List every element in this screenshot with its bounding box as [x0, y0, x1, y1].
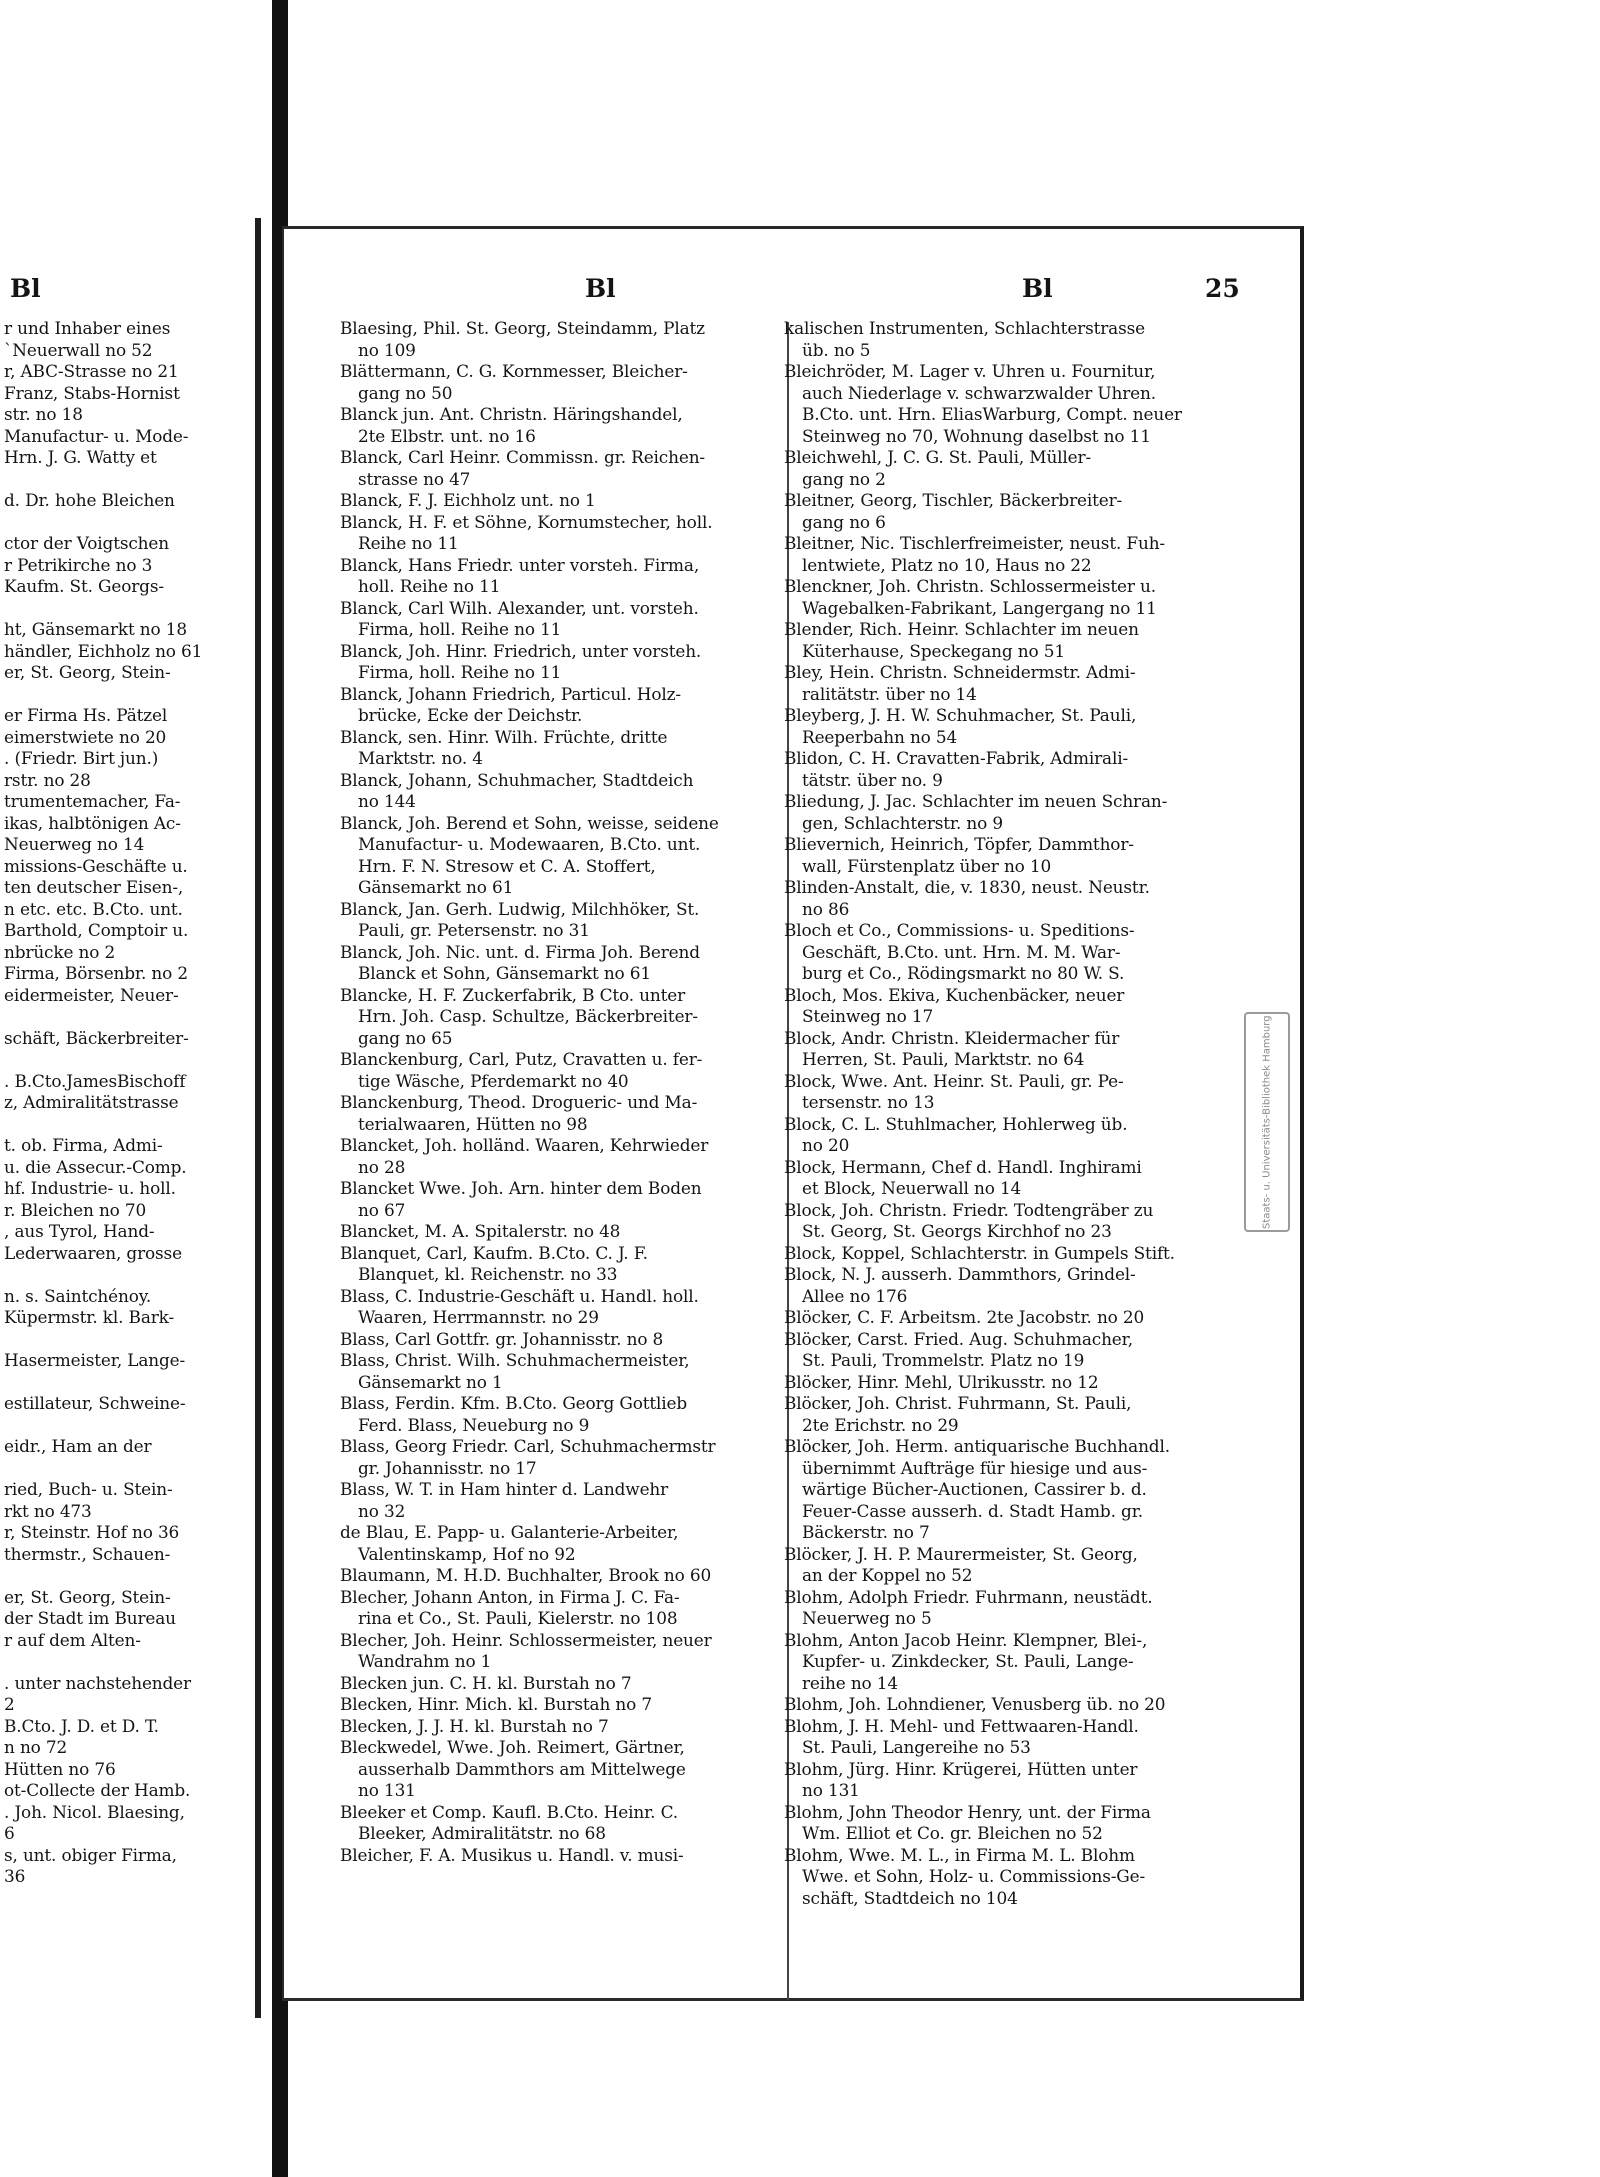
- directory-entry-line: Blancke, H. F. Zuckerfabrik, B Cto. unter: [340, 984, 686, 1005]
- directory-entry-line: no 20: [802, 1135, 850, 1155]
- left-page-header: Bl: [10, 274, 41, 303]
- directory-entry-line: Firma, holl. Reihe no 11: [358, 619, 562, 639]
- directory-entry-line: Blohm, Jürg. Hinr. Krügerei, Hütten unter: [784, 1758, 1138, 1779]
- directory-entry-line: St. Pauli, Langereihe no 53: [802, 1737, 1031, 1757]
- directory-entry-line: Blöcker, Joh. Herm. antiquarische Buchhandl.: [784, 1436, 1170, 1456]
- directory-entry-line: Hütten no 76: [4, 1758, 116, 1779]
- directory-entry-line: 36: [4, 1866, 26, 1886]
- directory-entry-line: ten deutscher Eisen-,: [4, 877, 184, 897]
- directory-entry-line: üb. no 5: [802, 339, 871, 360]
- directory-entry-line: Blohm, Adolph Friedr. Fuhrmann, neustädt.: [784, 1586, 1153, 1607]
- directory-entry-line: Blöcker, C. F. Arbeitsm. 2te Jacobstr. no 20: [784, 1307, 1145, 1327]
- directory-entry-line: [4, 1651, 254, 1673]
- directory-entry-line: Gänsemarkt no 1: [358, 1371, 503, 1392]
- directory-entry-line: rstr. no 28: [4, 769, 91, 790]
- directory-entry-line: eidr., Ham an der: [4, 1436, 152, 1456]
- directory-entry-line: r Petrikirche no 3: [4, 554, 153, 575]
- directory-entry-line: Hrn. F. N. Stresow et C. A. Stoffert,: [358, 855, 656, 876]
- directory-entry-line: Block, Hermann, Chef d. Handl. Inghirami: [784, 1156, 1142, 1177]
- directory-entry-line: Wandrahm no 1: [358, 1651, 492, 1671]
- directory-entry-line: wärtige Bücher-Auctionen, Cassirer b. d.: [802, 1479, 1147, 1499]
- directory-entry-line: , aus Tyrol, Hand-: [4, 1221, 155, 1241]
- directory-entry-line: Blohm, Wwe. M. L., in Firma M. L. Blohm: [784, 1844, 1135, 1865]
- directory-entry-line: no 67: [358, 1199, 406, 1220]
- directory-entry-line: Blanck, sen. Hinr. Wilh. Früchte, dritte: [340, 726, 668, 747]
- directory-entry-line: t. ob. Firma, Admi-: [4, 1135, 163, 1155]
- directory-entry-line: Ferd. Blass, Neueburg no 9: [358, 1414, 590, 1435]
- directory-entry-line: [4, 1049, 254, 1071]
- left-page-edge: [255, 218, 261, 2018]
- directory-entry-line: rina et Co., St. Pauli, Kielerstr. no 108: [358, 1608, 678, 1628]
- directory-entry-line: ht, Gänsemarkt no 18: [4, 619, 187, 639]
- directory-entry-line: Geschäft, B.Cto. unt. Hrn. M. M. War-: [802, 941, 1121, 962]
- directory-entry-line: `Neuerwall no 52: [4, 339, 153, 360]
- directory-entry-line: Küterhause, Speckegang no 51: [802, 640, 1065, 661]
- directory-entry-line: ried, Buch- u. Stein-: [4, 1479, 173, 1499]
- directory-entry-line: kalischen Instrumenten, Schlachterstrasse: [784, 318, 1145, 338]
- directory-entry-line: reihe no 14: [802, 1672, 898, 1693]
- directory-entry-line: no 109: [358, 339, 416, 360]
- directory-entry-line: Block, N. J. ausserh. Dammthors, Grindel-: [784, 1264, 1136, 1284]
- library-stamp-text: Staats- u. Universitäts-Bibliothek Hamburg: [1261, 1015, 1273, 1229]
- directory-entry-line: Blohm, John Theodor Henry, unt. der Firma: [784, 1801, 1151, 1822]
- directory-entry-line: s, unt. obiger Firma,: [4, 1844, 177, 1865]
- directory-entry-line: thermstr., Schauen-: [4, 1543, 171, 1564]
- directory-entry-line: holl. Reihe no 11: [358, 576, 501, 596]
- directory-entry-line: Blievernich, Heinrich, Töpfer, Dammthor-: [784, 834, 1134, 854]
- directory-entry-line: r, ABC-Strasse no 21: [4, 361, 179, 381]
- directory-entry-line: Blanck jun. Ant. Christn. Häringshandel,: [340, 404, 683, 424]
- directory-entry-line: [4, 1372, 254, 1394]
- page-number: 25: [1205, 274, 1240, 303]
- directory-entry-line: ausserhalb Dammthors am Mittelwege: [358, 1758, 686, 1779]
- directory-entry-line: brücke, Ecke der Deichstr.: [358, 705, 583, 725]
- directory-entry-line: Blanck, F. J. Eichholz unt. no 1: [340, 490, 596, 510]
- directory-entry-line: Blanck, Johann, Schuhmacher, Stadtdeich: [340, 769, 694, 790]
- directory-entry-line: ot-Collecte der Hamb.: [4, 1780, 191, 1800]
- directory-entry-line: . B.Cto.JamesBischoff: [4, 1070, 186, 1091]
- directory-entry-line: Blecher, Joh. Heinr. Schlossermeister, neuer: [340, 1629, 712, 1650]
- left-page-column: [4, 318, 254, 1888]
- directory-entry-line: Allee no 176: [802, 1285, 908, 1306]
- directory-entry-line: Neuerweg no 5: [802, 1608, 932, 1628]
- directory-entry-line: Blanckenburg, Theod. Drogueric- und Ma-: [340, 1092, 698, 1112]
- directory-entry-line: [4, 1565, 254, 1587]
- directory-entry-line: Steinweg no 70, Wohnung daselbst no 11: [802, 425, 1151, 446]
- directory-entry-line: Waaren, Herrmannstr. no 29: [358, 1307, 599, 1327]
- directory-entry-line: er, St. Georg, Stein-: [4, 1586, 171, 1607]
- right-column: [784, 318, 1224, 1909]
- directory-entry-line: Blöcker, J. H. P. Maurermeister, St. Georg,: [784, 1543, 1138, 1564]
- directory-entry-line: Feuer-Casse ausserh. d. Stadt Hamb. gr.: [802, 1500, 1143, 1521]
- directory-entry-line: eimerstwiete no 20: [4, 726, 167, 747]
- directory-entry-line: er Firma Hs. Pätzel: [4, 705, 168, 725]
- directory-entry-line: . unter nachstehender: [4, 1672, 191, 1693]
- middle-column: [340, 318, 775, 1866]
- directory-entry-line: Blanquet, Carl, Kaufm. B.Cto. C. J. F.: [340, 1242, 648, 1263]
- directory-entry-line: Blohm, Joh. Lohndiener, Venusberg üb. no 20: [784, 1694, 1166, 1714]
- directory-entry-line: auch Niederlage v. schwarzwalder Uhren.: [802, 382, 1156, 403]
- directory-entry-line: Blanck, Joh. Hinr. Friedrich, unter vorsteh.: [340, 640, 702, 661]
- directory-entry-line: Firma, holl. Reihe no 11: [358, 662, 562, 682]
- directory-entry-line: . (Friedr. Birt jun.): [4, 748, 159, 768]
- directory-entry-line: gang no 2: [802, 468, 886, 489]
- directory-entry-line: der Stadt im Bureau: [4, 1608, 176, 1628]
- directory-entry-line: missions-Geschäfte u.: [4, 855, 188, 876]
- directory-entry-line: Blanck, Johann Friedrich, Particul. Holz-: [340, 683, 681, 704]
- directory-entry-line: ralitätstr. über no 14: [802, 683, 977, 704]
- directory-entry-line: gang no 65: [358, 1027, 453, 1048]
- directory-entry-line: Blohm, Anton Jacob Heinr. Klempner, Blei-,: [784, 1629, 1148, 1650]
- directory-entry-line: Lederwaaren, grosse: [4, 1242, 182, 1263]
- directory-entry-line: tätstr. über no. 9: [802, 769, 943, 790]
- directory-entry-line: Block, Andr. Christn. Kleidermacher für: [784, 1027, 1120, 1048]
- directory-entry-line: rkt no 473: [4, 1500, 92, 1521]
- directory-entry-line: no 32: [358, 1500, 406, 1521]
- directory-entry-line: tersenstr. no 13: [802, 1092, 935, 1112]
- directory-entry-line: er, St. Georg, Stein-: [4, 662, 171, 682]
- library-stamp: [1244, 1012, 1290, 1232]
- directory-entry-line: nbrücke no 2: [4, 941, 116, 962]
- directory-entry-line: lentwiete, Platz no 10, Haus no 22: [802, 554, 1092, 575]
- directory-entry-line: no 86: [802, 898, 850, 919]
- directory-entry-line: Blaumann, M. H.D. Buchhalter, Brook no 60: [340, 1565, 712, 1585]
- directory-entry-line: Blass, C. Industrie-Geschäft u. Handl. holl.: [340, 1285, 699, 1306]
- directory-entry-line: Gänsemarkt no 61: [358, 877, 514, 897]
- directory-entry-line: Bleitner, Georg, Tischler, Bäckerbreiter-: [784, 490, 1123, 510]
- directory-entry-line: Bleeker, Admiralitätstr. no 68: [358, 1823, 606, 1843]
- directory-entry-line: Bleckwedel, Wwe. Joh. Reimert, Gärtner,: [340, 1737, 685, 1757]
- directory-entry-line: no 28: [358, 1156, 406, 1177]
- directory-entry-line: n no 72: [4, 1737, 68, 1757]
- directory-entry-line: Blöcker, Joh. Christ. Fuhrmann, St. Pauli,: [784, 1393, 1132, 1413]
- directory-entry-line: ctor der Voigtschen: [4, 533, 169, 553]
- directory-entry-line: Kaufm. St. Georgs-: [4, 576, 164, 596]
- directory-entry-line: eidermeister, Neuer-: [4, 984, 179, 1005]
- column-header-center: Bl: [585, 274, 616, 303]
- directory-entry-line: Blaesing, Phil. St. Georg, Steindamm, Platz: [340, 318, 705, 338]
- directory-entry-line: r und Inhaber eines: [4, 318, 171, 338]
- directory-entry-line: Bleyberg, J. H. W. Schuhmacher, St. Pauli,: [784, 705, 1137, 725]
- directory-entry-line: Bliedung, J. Jac. Schlachter im neuen Schran-: [784, 791, 1168, 811]
- directory-entry-line: Reihe no 11: [358, 533, 459, 553]
- directory-entry-line: Blancket Wwe. Joh. Arn. hinter dem Boden: [340, 1178, 702, 1198]
- directory-entry-line: [4, 1415, 254, 1437]
- directory-entry-line: B.Cto. unt. Hrn. EliasWarburg, Compt. neuer: [802, 404, 1182, 424]
- directory-entry-line: Blecher, Johann Anton, in Firma J. C. Fa-: [340, 1586, 680, 1607]
- directory-entry-line: Herren, St. Pauli, Marktstr. no 64: [802, 1049, 1085, 1069]
- directory-entry-line: Pauli, gr. Petersenstr. no 31: [358, 920, 590, 940]
- directory-entry-line: Bloch et Co., Commissions- u. Speditions-: [784, 920, 1135, 940]
- directory-entry-line: Firma, Börsenbr. no 2: [4, 963, 188, 983]
- directory-entry-line: Blanquet, kl. Reichenstr. no 33: [358, 1264, 618, 1284]
- directory-entry-line: Valentinskamp, Hof no 92: [358, 1543, 576, 1564]
- directory-entry-line: r. Bleichen no 70: [4, 1199, 147, 1220]
- directory-entry-line: Blöcker, Hinr. Mehl, Ulrikusstr. no 12: [784, 1371, 1099, 1392]
- directory-entry-line: Blanck, Joh. Berend et Sohn, weisse, seidene: [340, 812, 719, 833]
- directory-entry-line: Franz, Stabs-Hornist: [4, 382, 180, 403]
- directory-entry-line: 2te Erichstr. no 29: [802, 1414, 959, 1435]
- directory-entry-line: Blanck, Hans Friedr. unter vorsteh. Firma,: [340, 554, 700, 575]
- directory-entry-line: Hrn. J. G. Watty et: [4, 447, 157, 467]
- directory-entry-line: Reeperbahn no 54: [802, 726, 958, 747]
- directory-entry-line: Steinweg no 17: [802, 1006, 934, 1026]
- directory-entry-line: gr. Johannisstr. no 17: [358, 1457, 537, 1478]
- directory-entry-line: terialwaaren, Hütten no 98: [358, 1113, 588, 1134]
- directory-entry-line: Block, Koppel, Schlachterstr. in Gumpels Stift.: [784, 1242, 1175, 1263]
- directory-entry-line: Blanckenburg, Carl, Putz, Cravatten u. fer-: [340, 1049, 703, 1069]
- directory-entry-line: Block, C. L. Stuhlmacher, Hohlerweg üb.: [784, 1113, 1128, 1134]
- directory-entry-line: St. Georg, St. Georgs Kirchhof no 23: [802, 1221, 1112, 1241]
- directory-entry-line: Küpermstr. kl. Bark-: [4, 1307, 175, 1327]
- directory-entry-line: 2te Elbstr. unt. no 16: [358, 425, 536, 446]
- directory-entry-line: u. die Assecur.-Comp.: [4, 1156, 187, 1177]
- directory-entry-line: Wagebalken-Fabrikant, Langergang no 11: [802, 597, 1157, 618]
- directory-entry-line: Blass, Carl Gottfr. gr. Johannisstr. no 8: [340, 1328, 664, 1349]
- directory-entry-line: schäft, Stadtdeich no 104: [802, 1887, 1018, 1908]
- directory-entry-line: an der Koppel no 52: [802, 1565, 973, 1585]
- directory-entry-line: 2: [4, 1694, 15, 1714]
- directory-entry-line: de Blau, E. Papp- u. Galanterie-Arbeiter,: [340, 1522, 679, 1542]
- directory-entry-line: Blidon, C. H. Cravatten-Fabrik, Admirali-: [784, 748, 1129, 768]
- directory-entry-line: Bloch, Mos. Ekiva, Kuchenbäcker, neuer: [784, 984, 1125, 1005]
- directory-entry-line: Blöcker, Carst. Fried. Aug. Schuhmacher,: [784, 1328, 1133, 1349]
- directory-entry-line: Hasermeister, Lange-: [4, 1350, 186, 1370]
- directory-entry-line: Blancket, M. A. Spitalerstr. no 48: [340, 1221, 621, 1241]
- directory-entry-line: no 131: [802, 1780, 860, 1800]
- directory-entry-line: Blecken, Hinr. Mich. kl. Burstah no 7: [340, 1694, 652, 1714]
- directory-entry-line: ikas, halbtönigen Ac-: [4, 812, 181, 833]
- directory-entry-line: Bleichwehl, J. C. G. St. Pauli, Müller-: [784, 447, 1092, 467]
- directory-entry-line: r auf dem Alten-: [4, 1629, 141, 1650]
- directory-entry-line: Kupfer- u. Zinkdecker, St. Pauli, Lange-: [802, 1651, 1134, 1671]
- directory-entry-line: Blecken, J. J. H. kl. Burstah no 7: [340, 1715, 609, 1736]
- directory-entry-line: Blass, Georg Friedr. Carl, Schuhmachermstr: [340, 1436, 716, 1456]
- directory-entry-line: Hrn. Joh. Casp. Schultze, Bäckerbreiter-: [358, 1006, 698, 1026]
- directory-entry-line: Blass, Christ. Wilh. Schuhmachermeister,: [340, 1350, 690, 1370]
- directory-entry-line: Wwe. et Sohn, Holz- u. Commissions-Ge-: [802, 1866, 1146, 1886]
- directory-entry-line: gang no 6: [802, 511, 886, 532]
- directory-entry-line: Bleitner, Nic. Tischlerfreimeister, neust. Fuh-: [784, 533, 1165, 553]
- directory-entry-line: [4, 1458, 254, 1480]
- directory-entry-line: Manufactur- u. Modewaaren, B.Cto. unt.: [358, 834, 701, 854]
- directory-entry-line: [4, 1264, 254, 1286]
- directory-entry-line: Blanck, Carl Wilh. Alexander, unt. vorsteh.: [340, 597, 699, 618]
- directory-entry-line: Blättermann, C. G. Kornmesser, Bleicher-: [340, 361, 688, 381]
- directory-entry-line: Blass, Ferdin. Kfm. B.Cto. Georg Gottlieb: [340, 1393, 687, 1413]
- directory-entry-line: Blecken jun. C. H. kl. Burstah no 7: [340, 1672, 632, 1693]
- directory-entry-line: Blinden-Anstalt, die, v. 1830, neust. Neustr.: [784, 877, 1150, 897]
- directory-entry-line: wall, Fürstenplatz über no 10: [802, 855, 1052, 876]
- directory-entry-line: übernimmt Aufträge für hiesige und aus-: [802, 1457, 1148, 1478]
- directory-entry-line: tige Wäsche, Pferdemarkt no 40: [358, 1070, 629, 1091]
- directory-entry-line: händler, Eichholz no 61: [4, 640, 203, 661]
- directory-entry-line: Blanck, Carl Heinr. Commissn. gr. Reichen-: [340, 447, 705, 467]
- directory-entry-line: d. Dr. hohe Bleichen: [4, 490, 175, 510]
- directory-entry-line: z, Admiralitätstrasse: [4, 1092, 179, 1112]
- directory-entry-line: Bley, Hein. Christn. Schneidermstr. Admi-: [784, 662, 1136, 682]
- directory-entry-line: Blass, W. T. in Ham hinter d. Landwehr: [340, 1479, 669, 1499]
- directory-entry-line: Bäckerstr. no 7: [802, 1522, 930, 1542]
- directory-entry-line: Block, Joh. Christn. Friedr. Todtengräber zu: [784, 1199, 1154, 1220]
- directory-entry-line: Blender, Rich. Heinr. Schlachter im neuen: [784, 619, 1139, 639]
- directory-entry-line: [4, 469, 254, 491]
- directory-entry-line: [4, 1006, 254, 1028]
- directory-entry-line: [4, 598, 254, 620]
- directory-entry-line: Blanck, H. F. et Söhne, Kornumstecher, holl.: [340, 511, 713, 532]
- directory-entry-line: Blanck et Sohn, Gänsemarkt no 61: [358, 963, 651, 983]
- directory-entry-line: Neuerweg no 14: [4, 834, 145, 854]
- directory-entry-line: burg et Co., Rödingsmarkt no 80 W. S.: [802, 963, 1125, 983]
- directory-entry-line: St. Pauli, Trommelstr. Platz no 19: [802, 1350, 1085, 1370]
- directory-entry-line: r, Steinstr. Hof no 36: [4, 1522, 180, 1542]
- directory-entry-line: [4, 684, 254, 706]
- directory-entry-line: Bleeker et Comp. Kaufl. B.Cto. Heinr. C.: [340, 1801, 679, 1822]
- directory-entry-line: Blanck, Jan. Gerh. Ludwig, Milchhöker, St.: [340, 898, 700, 919]
- directory-entry-line: str. no 18: [4, 404, 83, 424]
- directory-entry-line: B.Cto. J. D. et D. T.: [4, 1715, 159, 1736]
- directory-entry-line: [4, 1114, 254, 1136]
- directory-entry-line: [4, 1329, 254, 1351]
- directory-entry-line: no 131: [358, 1780, 416, 1800]
- directory-entry-line: n. s. Saintchénoy.: [4, 1285, 152, 1306]
- directory-entry-line: Block, Wwe. Ant. Heinr. St. Pauli, gr. Pe-: [784, 1070, 1124, 1091]
- directory-entry-line: strasse no 47: [358, 468, 471, 489]
- directory-entry-line: Wm. Elliot et Co. gr. Bleichen no 52: [802, 1823, 1103, 1843]
- directory-entry-line: Bleichröder, M. Lager v. Uhren u. Fournitur,: [784, 361, 1156, 381]
- directory-entry-line: Blenckner, Joh. Christn. Schlossermeister u.: [784, 576, 1156, 596]
- directory-entry-line: hf. Industrie- u. holl.: [4, 1178, 176, 1198]
- directory-entry-line: Marktstr. no. 4: [358, 748, 483, 768]
- directory-entry-line: Blohm, J. H. Mehl- und Fettwaaren-Handl.: [784, 1715, 1139, 1736]
- directory-entry-line: et Block, Neuerwall no 14: [802, 1178, 1022, 1198]
- directory-entry-line: gen, Schlachterstr. no 9: [802, 812, 1003, 833]
- directory-entry-line: trumentemacher, Fa-: [4, 791, 181, 811]
- directory-entry-line: estillateur, Schweine-: [4, 1393, 186, 1413]
- directory-entry-line: Barthold, Comptoir u.: [4, 920, 189, 940]
- directory-entry-line: n etc. etc. B.Cto. unt.: [4, 898, 183, 919]
- directory-entry-line: Manufactur- u. Mode-: [4, 425, 189, 446]
- directory-entry-line: Blanck, Joh. Nic. unt. d. Firma Joh. Berend: [340, 941, 700, 962]
- directory-entry-line: no 144: [358, 791, 416, 811]
- column-header-right: Bl: [1022, 274, 1053, 303]
- directory-entry-line: 6: [4, 1823, 15, 1843]
- directory-entry-line: Bleicher, F. A. Musikus u. Handl. v. musi-: [340, 1844, 684, 1865]
- directory-entry-line: gang no 50: [358, 382, 453, 403]
- directory-entry-line: . Joh. Nicol. Blaesing,: [4, 1801, 185, 1822]
- directory-entry-line: [4, 512, 254, 534]
- directory-entry-line: schäft, Bäckerbreiter-: [4, 1027, 189, 1048]
- directory-entry-line: Blancket, Joh. holländ. Waaren, Kehrwieder: [340, 1135, 709, 1155]
